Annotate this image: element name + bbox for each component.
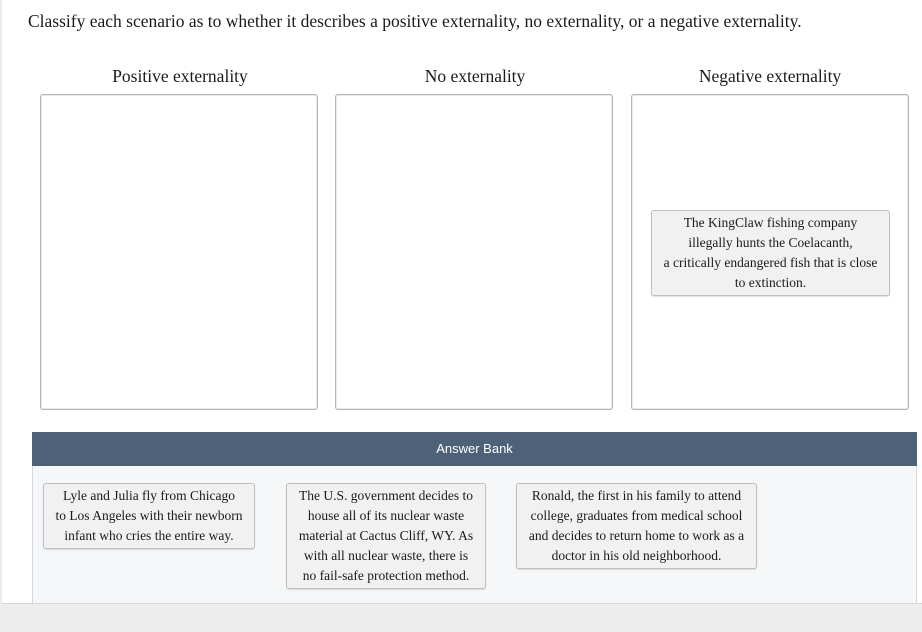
card-text-line: doctor in his old neighborhood.: [551, 548, 722, 563]
question-panel: [2, 0, 922, 604]
card-text-line: no fail-safe protection method.: [302, 568, 470, 583]
scenario-card-kingclaw[interactable]: [651, 210, 890, 296]
card-text-line: The U.S. government decides to: [299, 488, 473, 503]
card-text-line: Lyle and Julia fly from Chicago: [62, 488, 236, 503]
instruction-text: Classify each scenario as to whether it describes a positive externality, no externality, or a negative externality.: [28, 11, 802, 31]
category-label-positive: Positive externality: [112, 66, 248, 86]
card-text-line: infant who cries the entire way.: [64, 528, 234, 543]
category-label-none: No externality: [424, 66, 526, 86]
card-text-line: house all of its nuclear waste: [307, 508, 465, 523]
card-text-line: a critically endangered fish that is close: [663, 255, 878, 270]
card-text-line: material at Cactus Cliff, WY. As: [298, 528, 474, 543]
category-label-negative: Negative externality: [698, 66, 842, 86]
card-text-line: and decides to return home to work as a: [528, 528, 745, 543]
card-text-line: Ronald, the first in his family to attend: [531, 488, 742, 503]
card-text-line: The KingClaw fishing company: [683, 215, 858, 230]
card-text-line: with all nuclear waste, there is: [303, 548, 469, 563]
card-text-line: to extinction.: [734, 275, 807, 290]
card-text-line: illegally hunts the Coelacanth,: [688, 235, 853, 250]
scenario-card-flight[interactable]: [43, 483, 255, 549]
scenario-card-doctor[interactable]: [516, 483, 757, 569]
card-text-line: college, graduates from medical school: [530, 508, 743, 523]
answer-bank-header: Answer Bank: [32, 432, 917, 466]
drop-zone-none[interactable]: [335, 94, 613, 410]
drop-zone-positive[interactable]: [40, 94, 318, 410]
scenario-card-nuclear-waste[interactable]: [286, 483, 486, 589]
card-text-line: to Los Angeles with their newborn: [55, 508, 243, 523]
